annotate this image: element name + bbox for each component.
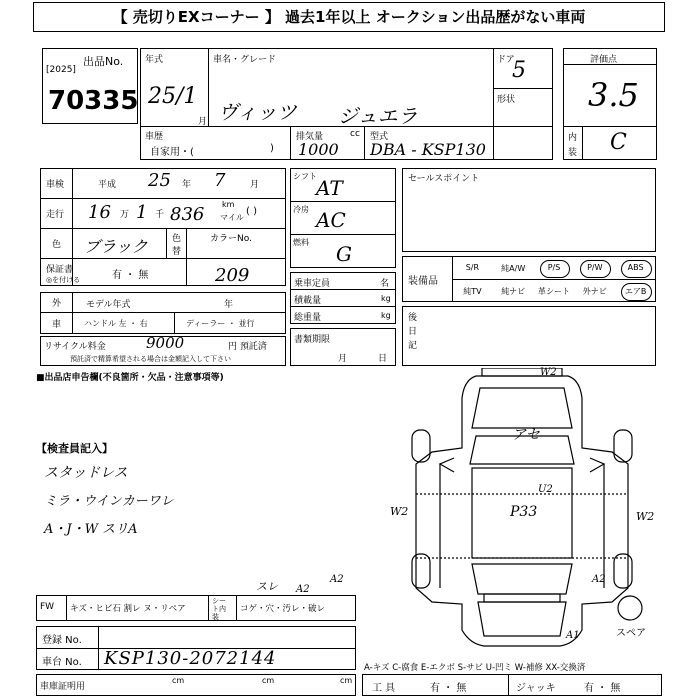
equipment-item: 純ナビ [501,287,526,296]
legend: A-キズ C-腐食 E-エクボ S-サビ U-凹ミ W-補修 XX-交換済 [364,663,586,673]
lot-label: 出品No. [83,55,124,68]
year-value: 25/1 [148,84,198,109]
mileage-rest: 836 [170,204,205,225]
diagram-label-roof: P33 [510,504,538,520]
shop-remarks-label: ■出品店申告欄(不良箇所・欠品・注意事項等) [36,373,224,383]
remark-line-3: A・J・W スリA [44,522,138,537]
color-no-value: 209 [215,265,250,286]
equipment-check-mark [580,260,611,278]
equipment-item: 純TV [463,287,482,296]
category-value: 自家用・( [150,147,194,158]
name-value: ヴィッツ [218,100,297,124]
model-value: DBA - KSP130 [370,140,486,159]
shift-value: AT [316,176,343,200]
equipment-item: ABS [627,263,644,272]
recycle-label: リサイクル料金 [44,342,106,352]
inspector-label: 【検査員記入】 [36,442,113,455]
rating-label: 評価点 [590,55,618,65]
remark-line-1: スタッドレス [44,465,128,481]
cooling-value: AC [316,208,346,232]
warranty-label: 保証書 [46,265,74,275]
mileage-man: 16 [88,202,111,223]
equipment-check-mark [621,260,652,278]
shaken-month: 7 [214,170,226,191]
shaken-label: 車検 [46,180,65,190]
equipment-item: エアB [624,287,647,296]
diagram-label-roof-small: U2 [538,484,553,495]
grade-value: ジュエラ [338,104,418,128]
header-title: 【 売切りEXコーナー 】 過去1年以上 オークション出品歴がない車両 [112,8,586,26]
equipment-item: S/R [465,263,480,272]
mileage-sen: 1 [136,202,148,223]
equipment-item: 外ナビ [582,287,607,296]
diagram-label-rear: A1 [566,630,580,641]
doors-label: ドア [497,55,515,65]
equipment-item: P/W [587,263,603,272]
color-value: ブラック [84,237,148,256]
remark-line-2: ミラ・ウインカーワレ [44,494,174,509]
shape-label: 形状 [497,95,516,105]
shaken-year: 25 [148,170,171,191]
displacement-label: 排気量 [296,132,324,142]
diagram-label-top: W2 [540,367,557,378]
interior-value: C [610,130,627,155]
recycle-value: 9000 [146,334,185,352]
chassis-value: KSP130-2072144 [104,648,277,669]
doors-value: 5 [512,58,526,83]
lot-year-tag: [2025] [46,65,76,75]
rating-score: 3.5 [588,76,639,114]
equipment-item: 純A/W [501,264,526,273]
warranty-options: 有 ・ 無 [112,270,149,281]
fuel-value: G [336,242,352,266]
color-label: 色 [52,240,62,250]
seat-items: コゲ・穴・汚レ・破レ [240,604,326,614]
diagram-label-left: W2 [390,505,409,518]
sales-label: セールスポイント [408,174,480,184]
lot-number: 70335 [48,86,139,116]
displacement-value: 1000 [298,140,339,159]
diagram-label-rear-right: A2 [592,574,606,585]
diagram-label-right: W2 [636,510,655,523]
equipment-check-mark [621,283,652,301]
name-label: 車名・グレード [213,55,277,65]
color-no-label: カラーNo. [210,234,252,244]
equipment-item: P/S [547,263,561,272]
model-label: 型式 [370,132,389,142]
category-label: 車歴 [145,132,164,142]
diagram-label-spare: スペア [616,628,646,639]
equipment-label: 装備品 [408,276,438,287]
year-label: 年式 [145,55,164,65]
notes-box [402,306,656,366]
mileage-label: 走行 [46,210,65,220]
equipment-item: 革シート [537,287,570,296]
diagram-label-hood: アセ [512,427,540,443]
model-year-label: モデル年式 [86,300,131,310]
equipment-check-mark [540,260,571,278]
fw-items: キズ・ヒビ石 割レ ヌ・リペア [70,604,186,614]
